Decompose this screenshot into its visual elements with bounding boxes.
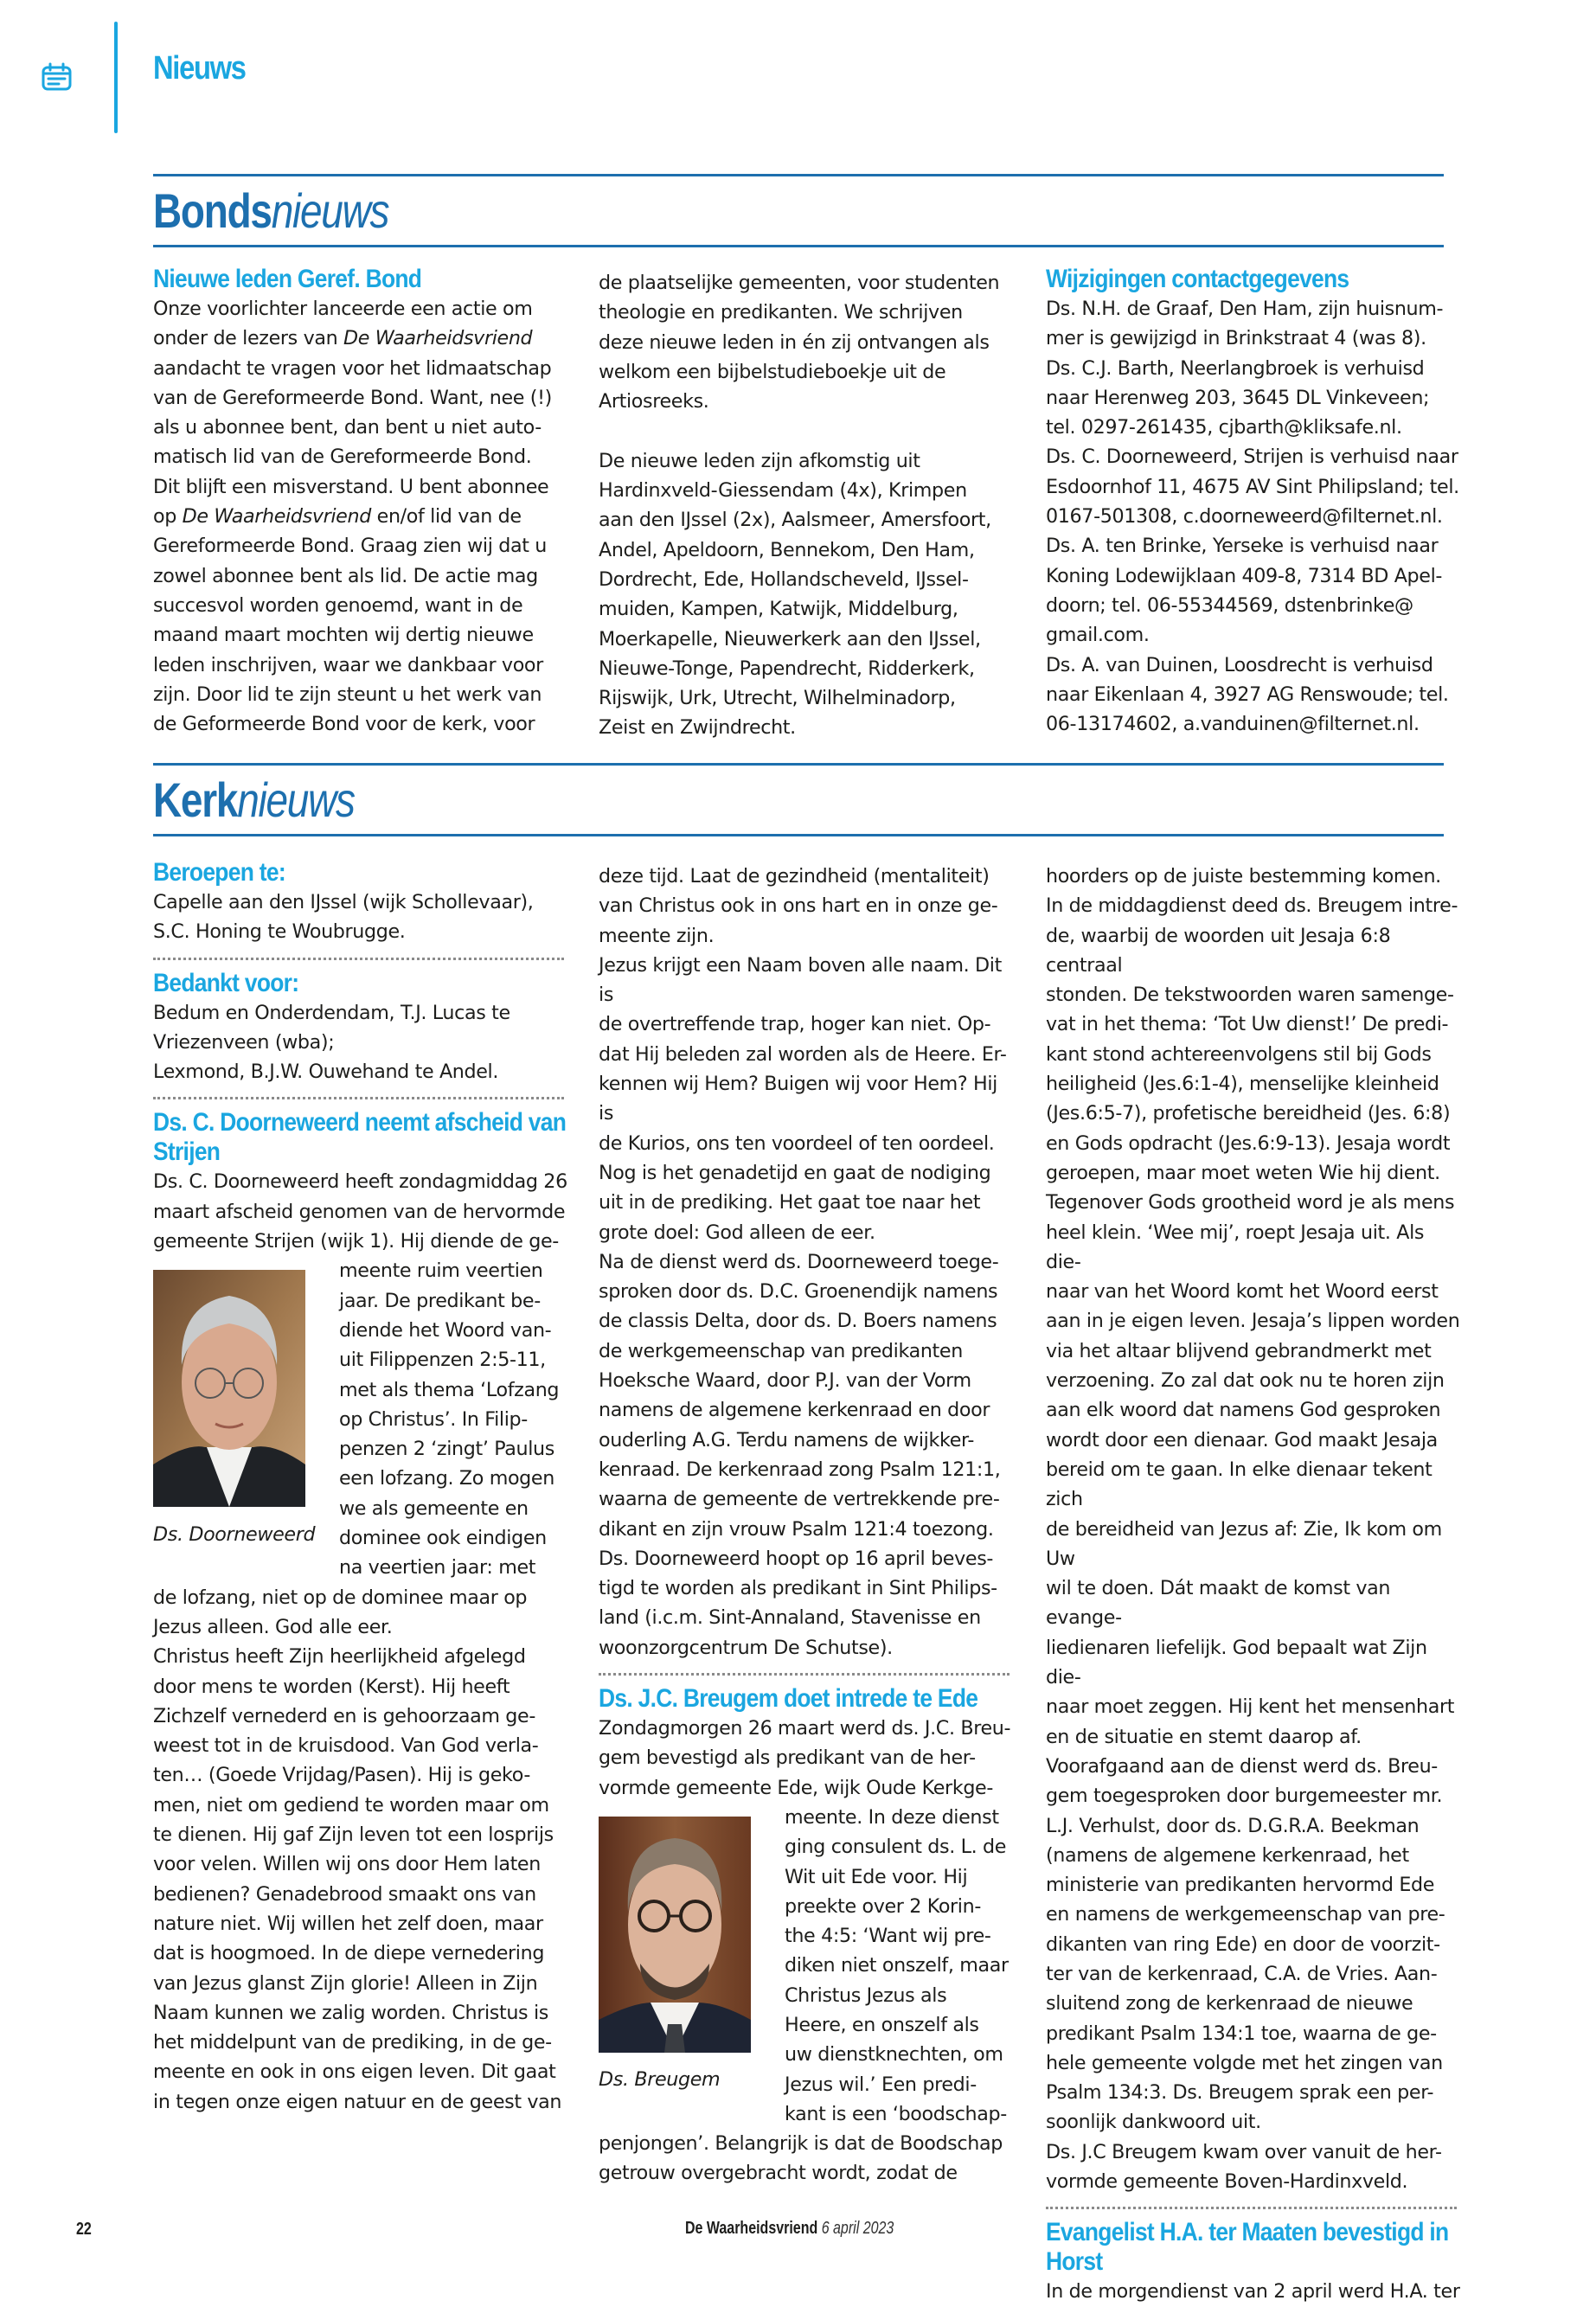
text-line: Ds. N.H. de Graaf, Den Ham, zijn huisnum- (1046, 298, 1444, 320)
rule-bottom-bondsnieuws (153, 245, 1444, 247)
text-line: verzoening. Zo zal dat ook nu te horen zijn (1046, 1369, 1445, 1393)
text-line: welkom een bijbelstudieboekje uit de (599, 360, 946, 383)
text-line: bedienen? Genadebrood smaakt ons van (153, 1882, 536, 1906)
text-line: naar Eikenlaan 4, 3927 AG Renswoude; tel. (1046, 682, 1449, 706)
text-line: waarna de gemeente de vertrekkende pre- (599, 1488, 1000, 1511)
text-line: meente en ook in ons eigen leven. Dit gaat (153, 2060, 556, 2084)
text-line: dikanten van ring Ede) en door de voorzit- (1046, 1932, 1440, 1956)
text-line: Hoeksche Waard, door P.J. van der Vorm (599, 1369, 971, 1393)
text-line: de plaatselijke gemeenten, voor studenten (599, 272, 1000, 294)
text-line: Jezus alleen. God alle eer. (153, 1615, 393, 1638)
publication-date: 6 april 2023 (821, 2219, 894, 2238)
heading-ter-maaten: Evangelist H.A. ter Maaten bevestigd in Horst (1046, 2218, 1449, 2277)
text-line: Naam kunnen we zalig worden. Christus is (153, 2001, 548, 2024)
text-line: vat in het thema: ‘Tot Uw dienst!’ De predi- (1046, 1013, 1449, 1036)
text-line: aan elk woord dat namens God gesproken (1046, 1399, 1441, 1422)
photo-wrap-breugem (599, 1803, 1014, 2129)
dotted-separator (599, 1673, 1010, 1676)
text-line: we als gemeente en (339, 1496, 529, 1520)
text-line: penzen 2 ‘zingt’ Paulus (339, 1438, 554, 1461)
text-line: ouderling A.G. Terdu namens de wijkker- (599, 1428, 974, 1451)
kerk-column-2 (599, 862, 1014, 2188)
text-line: Dordrecht, Ede, Hollandscheveld, IJssel- (599, 567, 969, 591)
text-line: Voorafgaand aan de dienst werd ds. Breu- (1046, 1754, 1438, 1778)
text-line: met als thema ‘Lofzang (339, 1378, 560, 1401)
text-line: S.C. Honing te Woubrugge. (153, 920, 406, 944)
text-line: meente zijn. (599, 924, 715, 947)
text-line: 06-13174602, a.vanduinen@filternet.nl. (1046, 713, 1420, 736)
text-line: theologie en predikanten. We schrijven (599, 301, 963, 324)
text-line: uw dienstknechten, om (785, 2043, 1003, 2067)
bond-column-1 (153, 265, 568, 739)
text-line: uit Filippenzen 2:5-11, (339, 1349, 546, 1372)
text-line: Wit uit Ede voor. Hij (785, 1865, 968, 1888)
text-line: ministerie van predikanten hervormd Ede (1046, 1874, 1435, 1897)
text-line: penjongen’. Belangrijk is dat de Boodschap (599, 2132, 1003, 2156)
text-line: ging consulent ds. L. de (785, 1836, 1007, 1859)
text-line: in tegen onze eigen natuur en de geest van (153, 2090, 562, 2113)
text-line: 0167-501308, c.doorneweerd@filternet.nl. (1046, 505, 1443, 529)
text-line: dat Hij beleden zal worden als de Heere. Er- (599, 1042, 1007, 1066)
text-line: Christus Jezus als (785, 1983, 947, 2007)
text-line: Jezus wil.’ Een predi- (785, 2073, 977, 2096)
text-line: Ds. J.C Breugem kwam over vanuit de her- (1046, 2140, 1442, 2163)
heading-bedankt: Bedankt voor: (153, 968, 299, 997)
dotted-separator (153, 958, 564, 960)
text-line: De nieuwe leden zijn afkomstig uit (599, 449, 920, 472)
text-line: In de morgendienst van 2 april werd H.A. ter (1046, 2280, 1460, 2304)
text-line: geroepen, maar moet weten Wie hij dient. (1046, 1161, 1440, 1184)
text-line: te dienen. Hij gaf Zijn leven tot een losprijs (153, 1823, 554, 1847)
text-line: op De Waarheidsvriend en/of lid van de (153, 505, 522, 529)
rule-top-kerknieuws (153, 763, 1444, 766)
text-line: getrouw overgebracht wordt, zodat de (599, 2162, 958, 2185)
text-line: heiligheid (Jes.6:1-4), menselijke kleinheid (1046, 1073, 1439, 1096)
text-line: deze tijd. Laat de gezindheid (mentaliteit) (599, 865, 990, 888)
title-italic: nieuws (237, 772, 355, 827)
text-line: Nieuwe-Tonge, Papendrecht, Ridderkerk, (599, 657, 975, 680)
text-line: gem toegesproken door burgemeester mr. (1046, 1785, 1443, 1808)
text-line: van Jezus glanst Zijn glorie! Alleen in Zijn (153, 1971, 538, 1995)
text-line: dikant en zijn vrouw Psalm 121:4 toezong. (599, 1517, 994, 1541)
text-line: woonzorgcentrum De Schutse). (599, 1636, 893, 1659)
publication-footer (685, 2219, 894, 2239)
text-line: en Gods opdracht (Jes.6:9-13). Jesaja wordt (1046, 1131, 1451, 1155)
text-line: Gereformeerde Bond. Graag zien wij dat u (153, 535, 547, 558)
text-line: Esdoornhof 11, 4675 AV Sint Philipsland; tel. (1046, 475, 1459, 498)
text-line: door mens te worden (Kerst). Hij heeft (153, 1675, 510, 1698)
text-line: meente ruim veertien (339, 1259, 543, 1283)
text-line: tel. 0297-261435, cjbarth@kliksafe.nl. (1046, 416, 1402, 439)
header-divider (114, 22, 118, 133)
text-line: Ds. C.J. Barth, Neerlangbroek is verhuisd (1046, 356, 1425, 380)
text-line: doorn; tel. 06-55344569, dstenbrinke@ (1046, 593, 1413, 617)
text-line: liedienaren liefelijk. God bepaalt wat Zijn die- (1046, 1636, 1427, 1689)
section-label: Nieuws (153, 50, 246, 87)
text-line: Bedum en Onderdendam, T.J. Lucas te (153, 1001, 510, 1024)
dotted-separator (153, 1097, 564, 1099)
text-line: hoorders op de juiste bestemming komen. (1046, 865, 1441, 888)
text-line: predikant Psalm 134:1 toe, waarna de ge- (1046, 2022, 1437, 2045)
text-line: aan den IJssel (2x), Aalsmeer, Amersfoort, (599, 509, 991, 532)
text-line: L.J. Verhulst, door ds. D.G.R.A. Beekman (1046, 1814, 1420, 1837)
rule-bottom-kerknieuws (153, 834, 1444, 836)
publication-name: De Waarheidsvriend (685, 2219, 818, 2238)
text-line: Psalm 134:3. Ds. Breugem sprak een per- (1046, 2081, 1434, 2105)
text-line: Capelle aan den IJssel (wijk Schollevaar), (153, 891, 534, 913)
title-bold: Kerk (153, 772, 238, 827)
text-line: the 4:5: ‘Want wij pre- (785, 1925, 991, 1948)
text-line: Zeist en Zwijndrecht. (599, 716, 796, 740)
text-line: weest tot in de kruisdood. Van God verla- (153, 1734, 539, 1758)
text-line: Ds. A. van Duinen, Loosdrecht is verhuisd (1046, 653, 1433, 676)
text-line: ten… (Goede Vrijdag/Pasen). Hij is geko- (153, 1764, 531, 1787)
text-line: jaar. De predikant be- (339, 1289, 541, 1312)
text-line: voor velen. Willen wij ons door Hem laten (153, 1853, 541, 1876)
text-line: aandacht te vragen voor het lidmaatschap (153, 356, 552, 380)
portrait-breugem (599, 1817, 751, 2053)
text-line: maand maart mochten wij dertig nieuwe (153, 624, 534, 647)
calendar-icon (42, 62, 72, 91)
text-line: hele gemeente volgde met het zingen van (1046, 2051, 1443, 2074)
text-line: de bereidheid van Jezus af: Zie, Ik kom om Uw (1046, 1517, 1442, 1570)
magazine-name: De Waarheidsvriend (343, 327, 533, 350)
text-line: en de situatie en stemt daarop af. (1046, 1725, 1362, 1748)
text-line: wordt door een dienaar. God maakt Jesaja (1046, 1428, 1438, 1451)
text-line: muiden, Kampen, Katwijk, Middelburg, (599, 598, 958, 621)
text-line: een lofzang. Zo mogen (339, 1467, 554, 1490)
text-line: mer is gewijzigd in Brinkstraat 4 (was 8). (1046, 327, 1426, 350)
magazine-name: De Waarheidsvriend (182, 505, 371, 529)
text-line: deze nieuwe leden in én zij ontvangen als (599, 330, 990, 354)
wrapped-text (339, 1256, 568, 1582)
text-line: In de middagdienst deed ds. Breugem intre- (1046, 894, 1458, 918)
text-line: naar moet zeggen. Hij kent het mensenhart (1046, 1695, 1455, 1719)
text-line: sluitend zong de kerkenraad de nieuwe (1046, 1992, 1413, 2015)
text-line: sproken door ds. D.C. Groenendijk namens (599, 1280, 998, 1304)
text-line: Christus heeft Zijn heerlijkheid afgelegd (153, 1645, 526, 1669)
text-line: namens de algemene kerkenraad en door (599, 1399, 990, 1422)
text-line: nature niet. Wij willen het zelf doen, maar (153, 1912, 543, 1935)
text-line: matisch lid van de Gereformeerde Bond. (153, 445, 532, 469)
text-line: de Kurios, ons ten voordeel of ten oordeel. (599, 1131, 995, 1155)
text-line: uit in de prediking. Het gaat toe naar het (599, 1191, 981, 1214)
title-italic: nieuws (271, 183, 389, 238)
text-line: Heere, en onszelf als (785, 2013, 979, 2036)
text-line: Ds. A. ten Brinke, Yerseke is verhuisd naar (1046, 535, 1439, 558)
text-line: preekte over 2 Korin- (785, 1894, 981, 1918)
title-bold: Bonds (153, 183, 272, 238)
bond-column-2 (599, 268, 1014, 743)
photo-block (599, 1803, 785, 2129)
text-line: Artiosreeks. (599, 390, 709, 413)
text-line: wil te doen. Dát maakt de komst van evange- (1046, 1577, 1391, 1630)
text-line: de, waarbij de woorden uit Jesaja 6:8 centraal (1046, 924, 1391, 977)
text-line: de lofzang, niet op de dominee maar op (153, 1586, 528, 1609)
bondsnieuws-title (153, 183, 389, 238)
text-line: Ds. C. Doorneweerd, Strijen is verhuisd naar (1046, 445, 1458, 469)
photo-wrap-doorneweerd (153, 1256, 568, 1582)
text-line: op Christus’. In Filip- (339, 1407, 528, 1431)
text-line: Onze voorlichter lanceerde een actie om (153, 298, 533, 320)
text-line: Rijswijk, Urk, Utrecht, Wilhelminadorp, (599, 687, 956, 710)
text-line: Dit blijft een misverstand. U bent abonnee (153, 475, 549, 498)
text-line: diken niet onszelf, maar (785, 1954, 1009, 1977)
text-line: ter van de kerkenraad, C.A. de Vries. Aan- (1046, 1962, 1438, 1985)
text-line: bereid om te gaan. In elke dienaar tekent zich (1046, 1458, 1433, 1511)
text-line: de overtreffende trap, hoger kan niet. Op- (599, 1013, 991, 1036)
text-line: Andel, Apeldoorn, Bennekom, Den Ham, (599, 538, 975, 561)
text-line: zowel abonnee bent als lid. De actie mag (153, 564, 538, 587)
text-line: de Geformeerde Bond voor de kerk, voor (153, 713, 535, 736)
text-line: dat is hoogmoed. In de diepe vernedering (153, 1942, 545, 1965)
text-line: soonlijk dankwoord uit. (1046, 2111, 1261, 2134)
text-line: Moerkapelle, Nieuwerkerk aan den IJssel, (599, 627, 981, 650)
photo-block (153, 1256, 339, 1582)
text-line: succesvol worden genoemd, want in de (153, 593, 523, 617)
text-line: stonden. De tekstwoorden waren samenge- (1046, 984, 1454, 1007)
text-line: maart afscheid genomen van de hervormde (153, 1200, 566, 1223)
text-line: onder de lezers van De Waarheidsvriend (153, 327, 533, 350)
text-line: naar van het Woord komt het Woord eerst (1046, 1280, 1439, 1304)
text-line: leden inschrijven, waar we dankbaar voor (153, 653, 543, 676)
text-line: Hardinxveld-Giessendam (4x), Krimpen (599, 479, 967, 503)
text-line: Jezus krijgt een Naam boven alle naam. Dit is (599, 953, 1002, 1007)
text-line: het middelpunt van de prediking, in de ge- (153, 2031, 552, 2054)
rule-top-bondsnieuws (153, 174, 1444, 176)
portrait-doorneweerd (153, 1270, 305, 1507)
text-line: grote doel: God alleen de eer. (599, 1221, 875, 1244)
text-line: land (i.c.m. Sint-Annaland, Stavenisse en (599, 1606, 981, 1630)
text-line: kenraad. De kerkenraad zong Psalm 121:1, (599, 1458, 1001, 1481)
text-line: diende het Woord van- (339, 1318, 552, 1342)
heading-nieuwe-leden: Nieuwe leden Geref. Bond (153, 265, 422, 293)
text-line: Lexmond, B.J.W. Ouwehand te Andel. (153, 1061, 499, 1084)
text-line: kant stond achtereenvolgens stil bij Gods (1046, 1042, 1432, 1066)
heading-doorneweerd: Ds. C. Doorneweerd neemt afscheid van Strijen (153, 1108, 567, 1167)
page-number: 22 (76, 2220, 92, 2239)
text-line: de werkgemeenschap van predikanten (599, 1339, 963, 1362)
text-line: Nog is het genadetijd en gaat de nodiging (599, 1161, 991, 1184)
text-line: (namens de algemene kerkenraad, het (1046, 1843, 1409, 1867)
dotted-separator (1046, 2207, 1457, 2209)
text-line: (Jes.6:5-7), profetische bereidheid (Jes. 6:8) (1046, 1102, 1451, 1125)
heading-breugem: Ds. J.C. Breugem doet intrede te Ede (599, 1684, 978, 1714)
text-line: gem bevestigd als predikant van de her- (599, 1746, 976, 1770)
text-line: van Christus ook in ons hart en in onze ge- (599, 894, 998, 918)
kerk-column-1 (153, 858, 568, 2117)
text-line: Na de dienst werd ds. Doorneweerd toege- (599, 1250, 999, 1273)
text-line: Vriezenveen (wba); (153, 1030, 335, 1054)
text-line: de classis Delta, door ds. D. Boers namens (599, 1310, 997, 1333)
text-line: via het altaar blijvend gebrandmerkt met (1046, 1339, 1432, 1362)
heading-beroepen: Beroepen te: (153, 858, 285, 887)
text-line: kennen wij Hem? Buigen wij voor Hem? Hij is (599, 1073, 997, 1125)
text-line: van de Gereformeerde Bond. Want, nee (!) (153, 386, 552, 409)
heading-wijzigingen: Wijzigingen contactgegevens (1046, 265, 1349, 293)
text-line: Zichzelf vernederd en is gehoorzaam ge- (153, 1704, 535, 1727)
text-line: aan in je eigen leven. Jesaja’s lippen worden (1046, 1310, 1460, 1333)
text-line: als u abonnee bent, dan bent u niet auto- (153, 416, 542, 439)
text-line: dominee ook eindigen (339, 1527, 547, 1550)
text-line: naar Herenweg 203, 3645 DL Vinkeveen; (1046, 386, 1430, 409)
text-line: Ds. C. Doorneweerd heeft zondagmiddag 26 (153, 1170, 567, 1194)
text-line: Zondagmorgen 26 maart werd ds. J.C. Breu- (599, 1717, 1011, 1740)
text-line: heel klein. ‘Wee mij’, roept Jesaja uit. Als die- (1046, 1221, 1425, 1273)
text-line: men, niet om gediend te worden maar om (153, 1793, 549, 1817)
text-line: gemeente Strijen (wijk 1). Hij diende de ge- (153, 1230, 559, 1253)
kerknieuws-title (153, 772, 355, 827)
text-line: zijn. Door lid te zijn steunt u het werk van (153, 682, 542, 706)
text-line: na veertien jaar: met (339, 1556, 536, 1580)
text-line: meente. In deze dienst (785, 1805, 999, 1829)
photo-caption: Ds. Doorneweerd (153, 1522, 316, 1546)
bond-column-3 (1046, 265, 1461, 739)
text-line: vormde gemeente Boven-Hardinxveld. (1046, 2170, 1408, 2194)
text-line: vormde gemeente Ede, wijk Oude Kerkge- (599, 1776, 994, 1799)
kerk-column-3 (1046, 862, 1461, 2307)
text-line: gmail.com. (1046, 624, 1150, 647)
text-line: tigd te worden als predikant in Sint Philips- (599, 1577, 997, 1600)
text-line: en namens de werkgemeenschap van pre- (1046, 1903, 1445, 1926)
text-line: Koning Lodewijklaan 409-8, 7314 BD Apel- (1046, 564, 1443, 587)
text-line: Tegenover Gods grootheid word je als mens (1046, 1191, 1455, 1214)
wrapped-text (785, 1803, 1014, 2129)
photo-caption: Ds. Breugem (599, 2068, 721, 2092)
text-line: kant is een ‘boodschap- (785, 2102, 1007, 2125)
text-line: Ds. Doorneweerd hoopt op 16 april beves- (599, 1547, 994, 1570)
